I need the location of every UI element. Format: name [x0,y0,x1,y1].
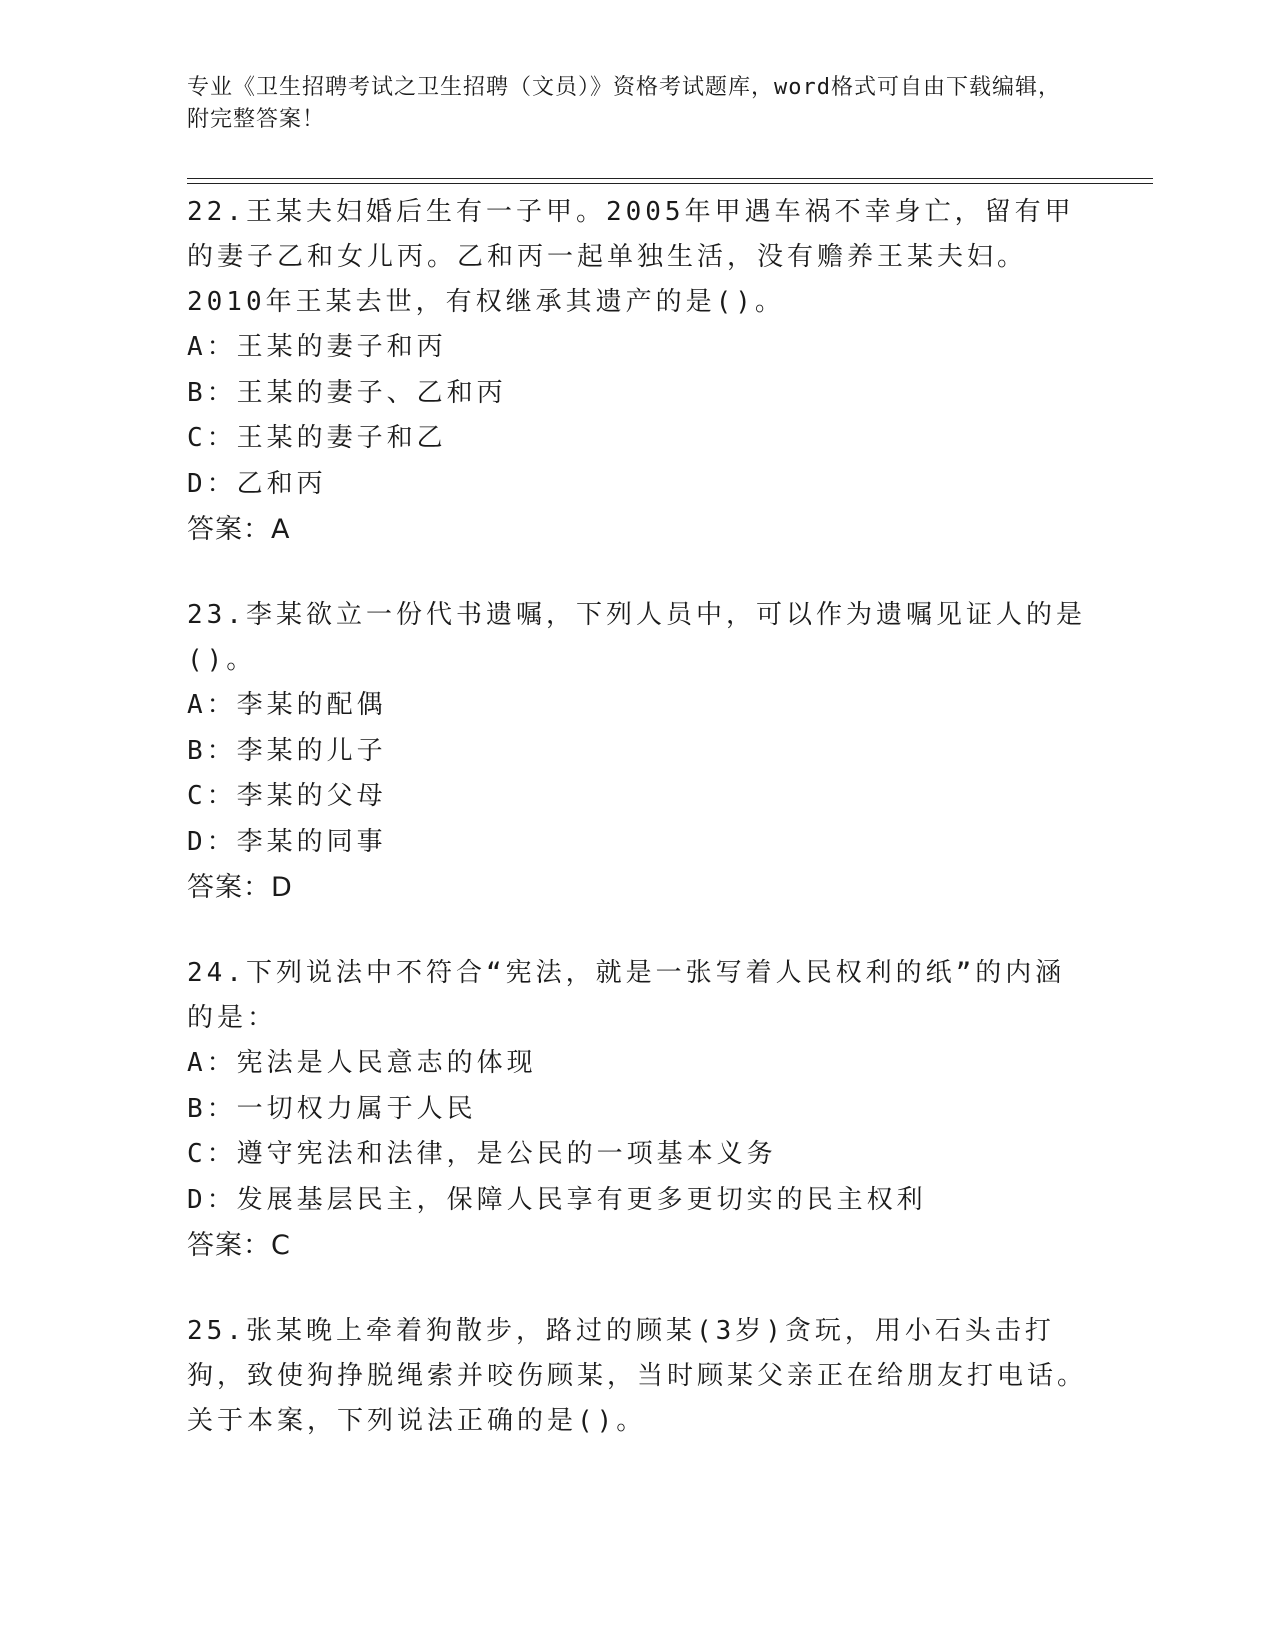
question-text: 23.李某欲立一份代书遗嘱，下列人员中，可以作为遗嘱见证人的是()。 [187,600,1086,675]
document-header [187,72,1067,136]
option-b: B：王某的妻子、乙和丙 [187,377,507,408]
question-25 [187,1309,1087,1444]
option-c: C：李某的父母 [187,781,387,811]
answer-line: 答案：D [187,872,293,903]
answer-line: 答案：C [187,1230,291,1261]
answer-line: 答案：A [187,514,291,545]
header-text: 专业《卫生招聘考试之卫生招聘（文员）》资格考试题库，word格式可自由下载编辑，附完整答案！ [187,75,1061,132]
question-text: 24.下列说法中不符合“宪法，就是一张写着人民权利的纸”的内涵的是： [187,958,1066,1033]
header-divider-top [187,178,1153,179]
question-24 [187,951,1087,1269]
option-d: D：李某的同事 [187,826,387,857]
question-text: 25.张某晚上牵着狗散步，路过的顾某(3岁)贪玩，用小石头击打狗，致使狗挣脱绳索并咬伤顾某，当时顾某父亲正在给朋友打电话。关于本案，下列说法正确的是()。 [187,1316,1088,1436]
option-a: A：宪法是人民意志的体现 [187,1048,537,1078]
option-b: B：一切权力属于人民 [187,1093,477,1124]
option-d: D：乙和丙 [187,468,327,499]
question-23 [187,593,1087,911]
header-divider-bottom [187,183,1153,184]
option-list [187,325,1087,507]
option-a: A：王某的妻子和丙 [187,332,447,362]
option-list [187,683,1087,865]
option-b: B：李某的儿子 [187,735,387,766]
option-a: A：李某的配偶 [187,690,387,720]
option-c: C：王某的妻子和乙 [187,423,447,453]
option-list [187,1041,1087,1223]
question-list [187,190,1087,1484]
question-text: 22.王某夫妇婚后生有一子甲。2005年甲遇车祸不幸身亡，留有甲的妻子乙和女儿丙。乙和丙一起单独生活，没有赡养王某夫妇。2010年王某去世，有权继承其遗产的是()。 [187,197,1075,317]
question-22 [187,190,1087,553]
option-c: C：遵守宪法和法律，是公民的一项基本义务 [187,1139,777,1169]
option-d: D：发展基层民主，保障人民享有更多更切实的民主权利 [187,1184,927,1215]
